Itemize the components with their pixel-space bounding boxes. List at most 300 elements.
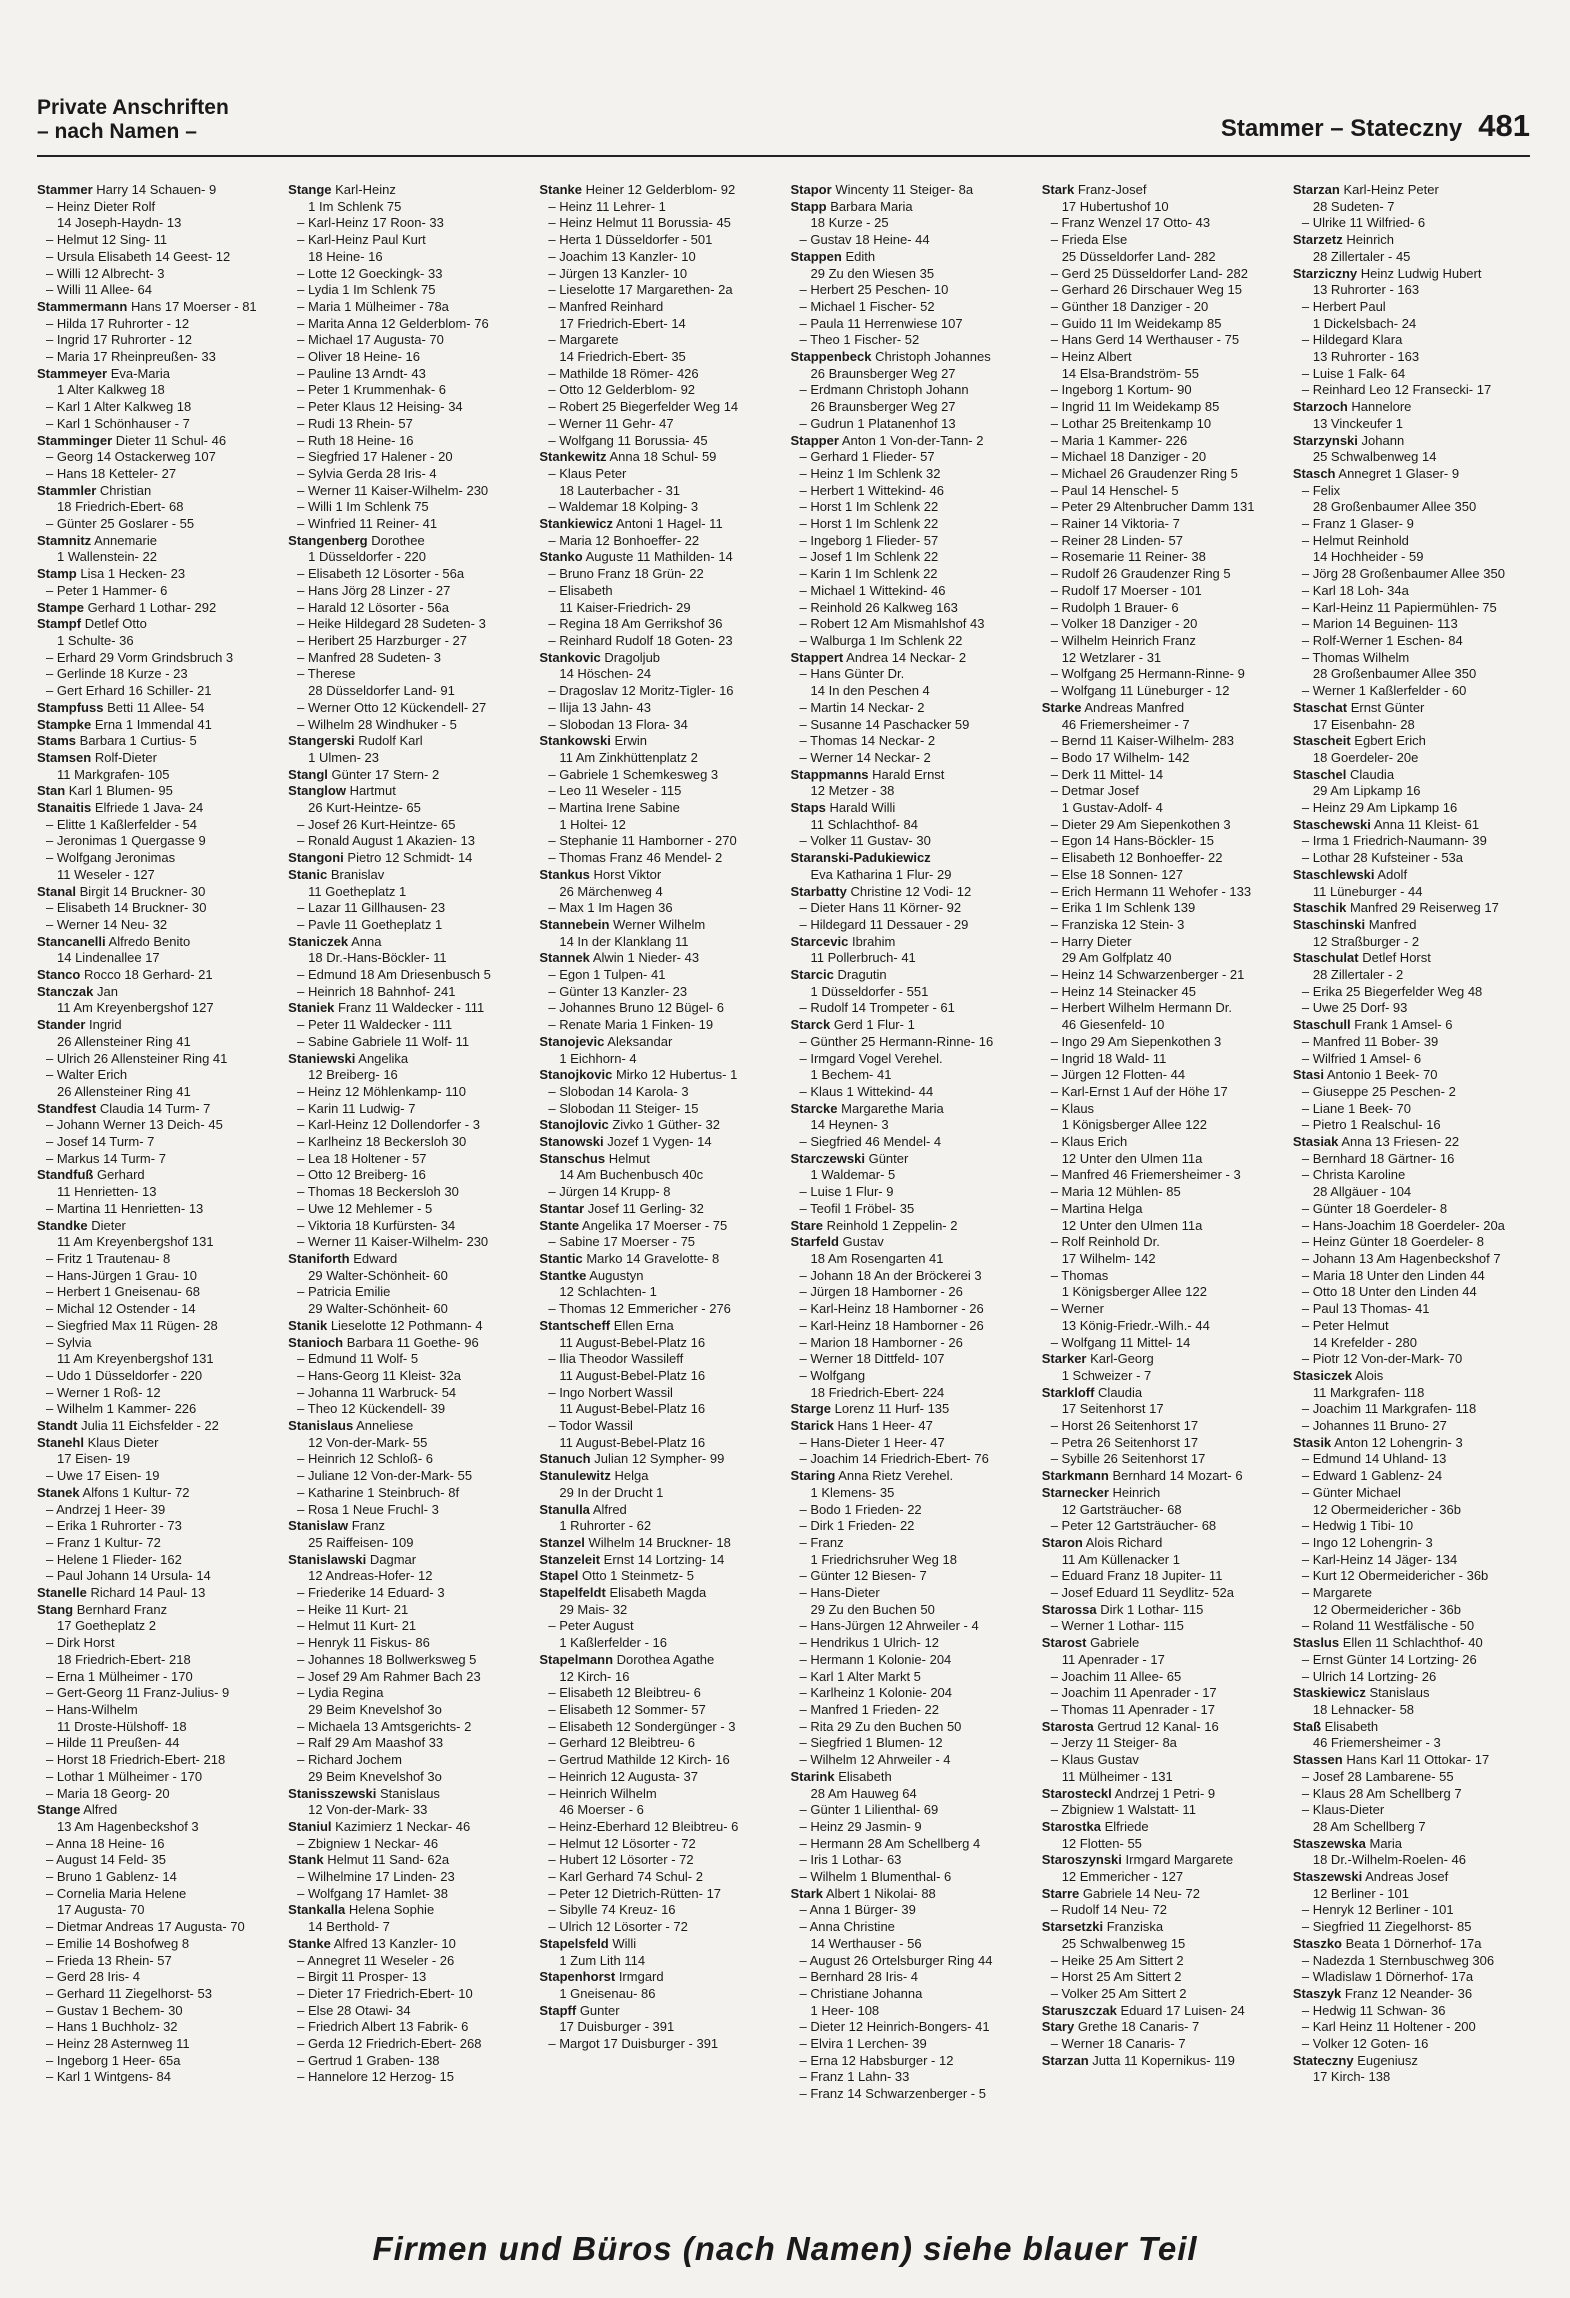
entry-same-surname-line: – Michael 26 Graudenzer Ring 5	[1050, 465, 1238, 481]
entry-continuation-line	[539, 1635, 778, 1652]
entry-surname-line	[791, 1017, 1030, 1034]
surname: Stanal	[37, 883, 77, 899]
entry-details: Sylvia	[56, 1334, 92, 1350]
entry-details: Günter 1 Lilienthal- 69	[810, 1802, 939, 1818]
entry-continuation-line	[288, 249, 527, 266]
entry-details: 1 Eichhorn- 4	[559, 1050, 637, 1066]
surname: Staroszynski	[1041, 1852, 1122, 1868]
entry-details: 11 Goetheplatz 1	[308, 883, 407, 899]
entry-details: 18 Friedrich-Ebert- 218	[57, 1651, 191, 1667]
entry-details: Andrea 14 Neckar- 2	[846, 649, 967, 665]
entry-details: Elisabeth 12 Bleibtreu- 6	[559, 1685, 701, 1701]
entry-details: Reiner 28 Linden- 57	[1061, 532, 1183, 548]
entry-details: Joachim 11 Markgrafen- 118	[1312, 1401, 1477, 1417]
entry-surname-line	[539, 182, 778, 199]
entry-surname-line	[1293, 1869, 1532, 1886]
entry-continuation-line	[288, 750, 527, 767]
entry-continuation-line	[1293, 1702, 1532, 1719]
entry-details: Thomas 18 Beckersloh 30	[307, 1184, 459, 1200]
entry-same-surname-line: – Werner 14 Neckar- 2	[799, 749, 931, 765]
listing-column	[37, 182, 276, 2172]
entry-details: 28 Großenbaumer Allee 350	[1312, 666, 1477, 682]
entry-continuation-line	[791, 1067, 1030, 1084]
entry-surname-line	[539, 1251, 778, 1268]
entry-details: Elfriede 1 Java- 24	[94, 800, 204, 816]
entry-same-surname-line: – Frieda Else	[1050, 232, 1128, 248]
entry-details: 17 Eisen- 19	[57, 1451, 130, 1467]
entry-same-surname-line: – Wilfried 1 Amsel- 6	[1301, 1050, 1422, 1066]
entry-details: Andreas Josef	[1365, 1869, 1449, 1885]
entry-same-surname-line: – Bodo 1 Frieden- 22	[799, 1501, 922, 1517]
entry-continuation-line	[288, 1268, 527, 1285]
entry-continuation-line	[1042, 1368, 1281, 1385]
entry-same-surname-line: – Johannes 18 Bollwerksweg 5	[297, 1651, 477, 1667]
entry-details: Peter 1 Krummenhak- 6	[308, 382, 447, 398]
entry-continuation-line	[288, 1568, 527, 1585]
entry-same-surname-line: – Wilhelmine 17 Linden- 23	[297, 1869, 455, 1885]
entry-details: 14 Friedrich-Ebert- 35	[559, 349, 686, 365]
entry-details: Siegfried 46 Mendel- 4	[810, 1134, 942, 1150]
entry-details: Karl-Heinz Peter	[1343, 182, 1439, 197]
entry-details: Ilia Theodor Wassileff	[559, 1351, 684, 1367]
entry-surname-line	[791, 433, 1030, 450]
entry-details: Hedwig 11 Schwan- 36	[1312, 2002, 1446, 2018]
entry-details: Uwe 17 Eisen- 19	[56, 1468, 160, 1484]
entry-same-surname-line: – Josef 29 Am Rahmer Bach 23	[297, 1668, 481, 1684]
entry-continuation-line	[288, 199, 527, 216]
entry-details: 11 Am Küllenacker 1	[1061, 1551, 1180, 1567]
surname: Staniforth	[288, 1251, 350, 1266]
entry-details: Grethe 18 Canaris- 7	[1077, 2019, 1200, 2035]
listing-column	[288, 182, 527, 2172]
entry-details: Reinhold 26 Kalkweg 163	[810, 599, 958, 615]
entry-details: Thomas 14 Neckar- 2	[810, 733, 936, 749]
entry-continuation-line	[1293, 349, 1532, 366]
entry-same-surname-line: – Karin 1 Im Schlenk 22	[799, 566, 938, 582]
entry-details: Pauline 13 Arndt- 43	[308, 365, 426, 381]
entry-details: Bruno Franz 18 Grün- 22	[559, 566, 704, 582]
entry-same-surname-line: – Werner 1 Lothar- 115	[1050, 1618, 1184, 1634]
entry-details: 12 Obermeidericher - 36b	[1312, 1601, 1461, 1617]
entry-same-surname-line: – Dieter 17 Friedrich-Ebert- 10	[297, 1985, 473, 2001]
entry-same-surname-line: – Elisabeth 12 Sommer- 57	[548, 1701, 706, 1717]
surname: Stangenberg	[288, 532, 368, 548]
entry-same-surname-line: – Heinrich 12 Augusta- 37	[548, 1768, 698, 1784]
entry-same-surname-line: – August 26 Ortelsburger Ring 44	[799, 1952, 993, 1968]
entry-surname-line	[1042, 1919, 1281, 1936]
entry-details: Günther 25 Hermann-Rinne- 16	[810, 1033, 994, 1049]
entry-details: Robert 12 Am Mismahlshof 43	[810, 616, 985, 632]
entry-same-surname-line: – Gert Erhard 16 Schiller- 21	[46, 683, 212, 699]
entry-same-surname-line: – Ilia Theodor Wassileff	[548, 1351, 684, 1367]
entry-details: Dieter 29 Am Siepenkothen 3	[1061, 816, 1231, 832]
entry-details: 17 Hubertushof 10	[1061, 198, 1169, 214]
entry-details: Helmut 11 Kurt- 21	[308, 1618, 417, 1634]
entry-same-surname-line: – Edmund 18 Am Driesenbusch 5	[297, 967, 491, 983]
entry-details: 29 Walter-Schönheit- 60	[308, 1267, 448, 1283]
entry-details: 13 Ruhrorter - 163	[1312, 349, 1420, 365]
entry-same-surname-line: – Egon 1 Tulpen- 41	[548, 967, 666, 983]
surname: Stanislaus	[288, 1418, 354, 1434]
entry-same-surname-line: – Rainer 14 Viktoria- 7	[1050, 516, 1180, 532]
entry-details: Heinz Günter 18 Goerdeler- 8	[1312, 1234, 1484, 1250]
entry-details: 11 Kaiser-Friedrich- 29	[559, 599, 691, 615]
entry-continuation-line	[37, 867, 276, 884]
entry-details: Detlef Otto	[84, 616, 147, 632]
entry-same-surname-line: – Sylvia	[46, 1334, 92, 1350]
entry-surname-line	[539, 516, 778, 533]
entry-same-surname-line: – Uwe 12 Mehlemer - 5	[297, 1200, 433, 1216]
entry-surname-line	[1293, 733, 1532, 750]
entry-details: 26 Braunsberger Weg 27	[810, 365, 956, 381]
entry-surname-line	[1293, 867, 1532, 884]
entry-details: 18 Friedrich-Ebert- 224	[810, 1384, 945, 1400]
entry-same-surname-line: – Lothar 28 Kufsteiner - 53a	[1301, 850, 1464, 866]
entry-same-surname-line: – Henryk 12 Berliner - 101	[1301, 1902, 1454, 1918]
entry-same-surname-line: – Oliver 18 Heine- 16	[297, 349, 421, 365]
entry-details: Egon 14 Hans-Böckler- 15	[1061, 833, 1215, 849]
entry-details: 12 Gartsträucher- 68	[1061, 1501, 1182, 1517]
entry-details: Josef 14 Turm- 7	[56, 1134, 155, 1150]
entry-continuation-line	[288, 1067, 527, 1084]
surname: Stankovic	[539, 649, 601, 665]
entry-continuation-line	[288, 1301, 527, 1318]
entry-same-surname-line: – Sabine Gabriele 11 Wolf- 11	[297, 1033, 470, 1049]
entry-continuation-line	[539, 1802, 778, 1819]
entry-details: Franz 1 Lahn- 33	[810, 2069, 910, 2085]
entry-continuation-line	[1042, 249, 1281, 266]
surname: Staslus	[1292, 1635, 1340, 1651]
entry-details: Margarete	[1312, 1585, 1372, 1601]
surname: Staruszczak	[1041, 2002, 1117, 2018]
entry-same-surname-line: – Heinrich Wilhelm	[548, 1785, 657, 1801]
surname: Stange	[37, 1802, 81, 1818]
entry-details: Petra 26 Seitenhorst 17	[1061, 1434, 1199, 1450]
entry-same-surname-line: – Elisabeth 14 Bruckner- 30	[46, 900, 207, 916]
entry-same-surname-line: – Elisabeth 12 Lösorter - 56a	[297, 566, 465, 582]
entry-same-surname-line: – Siegfried Max 11 Rügen- 28	[46, 1317, 218, 1333]
entry-details: Uwe 25 Dorf- 93	[1312, 1000, 1408, 1016]
entry-surname-line	[791, 349, 1030, 366]
entry-details: Dirk Horst	[56, 1635, 115, 1651]
entry-same-surname-line: – Willi 12 Albrecht- 3	[46, 265, 165, 281]
entry-continuation-line	[37, 950, 276, 967]
entry-same-surname-line: – Ruth 18 Heine- 16	[297, 432, 414, 448]
entry-surname-line	[37, 800, 276, 817]
entry-surname-line	[791, 1769, 1030, 1786]
entry-same-surname-line: – Giuseppe 25 Peschen- 2	[1301, 1083, 1456, 1099]
entry-details: Günter 13 Kanzler- 23	[559, 983, 688, 999]
entry-details: 29 Walter-Schönheit- 60	[308, 1301, 448, 1317]
entry-details: Ulrich 26 Allensteiner Ring 41	[56, 1050, 228, 1066]
entry-details: Peter 12 Gartsträucher- 68	[1061, 1518, 1217, 1534]
entry-details: Helga	[614, 1468, 649, 1484]
entry-same-surname-line: – Werner 1 Roß- 12	[46, 1384, 161, 1400]
entry-same-surname-line: – Jürgen 18 Hamborner - 26	[799, 1284, 963, 1300]
entry-same-surname-line: – Paula 11 Herrenwiese 107	[799, 315, 963, 331]
entry-details: Wilhelm Heinrich Franz	[1061, 632, 1196, 648]
entry-surname-line	[791, 934, 1030, 951]
entry-details: Gunter	[579, 2002, 620, 2018]
entry-same-surname-line: – Ingrid 11 Im Weidekamp 85	[1050, 399, 1220, 415]
entry-details: Markus 14 Turm- 7	[56, 1150, 166, 1166]
entry-continuation-line	[288, 549, 527, 566]
entry-details: Ellen Erna	[613, 1317, 674, 1333]
entry-details: Dietmar Andreas 17 Augusta- 70	[56, 1919, 245, 1935]
entry-details: Adolf	[1377, 866, 1408, 882]
entry-same-surname-line: – Heinz 11 Lehrer- 1	[548, 198, 666, 214]
entry-same-surname-line: – Manfred Reinhard	[548, 298, 664, 314]
entry-details: 46 Moerser - 6	[559, 1802, 644, 1818]
entry-same-surname-line: – Heinz 12 Möhlenkamp- 110	[297, 1083, 467, 1099]
entry-details: Henryk 12 Berliner - 101	[1312, 1902, 1454, 1918]
entry-details: Else 18 Sonnen- 127	[1061, 866, 1183, 882]
entry-surname-line	[37, 1101, 276, 1118]
entry-details: Hermann 1 Kolonie- 204	[810, 1651, 952, 1667]
entry-same-surname-line: – Peter 12 Dietrich-Rütten- 17	[548, 1885, 722, 1901]
entry-same-surname-line: – Jörg 28 Großenbaumer Allee 350	[1301, 566, 1505, 582]
entry-same-surname-line: – Gerhard 26 Dirschauer Weg 15	[1050, 282, 1242, 298]
entry-surname-line	[539, 917, 778, 934]
entry-details: Annemarie	[94, 532, 157, 548]
entry-details: Otto 1 Steinmetz- 5	[581, 1568, 694, 1584]
entry-surname-line	[1042, 1351, 1281, 1368]
entry-details: Jürgen 14 Krupp- 8	[559, 1184, 671, 1200]
entry-continuation-line	[37, 1819, 276, 1836]
entry-details: Rosa 1 Neue Fruchl- 3	[308, 1501, 439, 1517]
surname: Stancanelli	[37, 933, 106, 949]
entry-details: Bernhard 14 Mozart- 6	[1112, 1468, 1243, 1484]
entry-details: 28 Allgäuer - 104	[1312, 1184, 1412, 1200]
entry-same-surname-line: – Georg 14 Ostackerweg 107	[46, 449, 216, 465]
entry-same-surname-line: – Werner 11 Kaiser-Wilhelm- 230	[297, 482, 489, 498]
entry-surname-line	[288, 850, 527, 867]
entry-same-surname-line: – Annegret 11 Weseler - 26	[297, 1952, 455, 1968]
entry-details: Stanislaus	[379, 1785, 440, 1801]
entry-continuation-line	[791, 817, 1030, 834]
entry-same-surname-line: – Franz Wenzel 17 Otto- 43	[1050, 215, 1211, 231]
entry-details: Walter Erich	[56, 1067, 128, 1083]
entry-details: Franz 1 Glaser- 9	[1312, 516, 1414, 532]
entry-details: Erika 1 Im Schlenk 139	[1061, 900, 1196, 916]
entry-same-surname-line: – Anna 18 Heine- 16	[46, 1835, 165, 1851]
surname: Starzan	[1041, 2052, 1089, 2068]
entry-details: Ingeborg 1 Kortum- 90	[1061, 382, 1192, 398]
entry-details: Volker 12 Goten- 16	[1312, 2036, 1429, 2052]
entry-details: Martina Irene Sabine	[559, 800, 680, 816]
surname: Stammer	[37, 182, 93, 197]
entry-surname-line	[37, 483, 276, 500]
entry-details: Sibylle 74 Kreuz- 16	[559, 1902, 676, 1918]
entry-continuation-line	[288, 1919, 527, 1936]
entry-details: Franz 14 Schwarzenberger - 5	[810, 2086, 986, 2102]
entry-same-surname-line: – Herta 1 Düsseldorfer - 501	[548, 232, 713, 248]
entry-same-surname-line: – Wilhelm 12 Ahrweiler - 4	[799, 1752, 951, 1768]
entry-details: Margarethe Maria	[841, 1100, 944, 1116]
entry-details: Anneliese	[356, 1418, 414, 1434]
entry-details: Michaela 13 Amtsgerichts- 2	[308, 1718, 472, 1734]
entry-continuation-line	[37, 767, 276, 784]
entry-details: Gerda 12 Friedrich-Ebert- 268	[308, 2036, 482, 2052]
page-header-right	[1221, 108, 1530, 144]
entry-details: 13 Am Hagenbeckshof 3	[57, 1818, 199, 1834]
entry-details: August 26 Ortelsburger Ring 44	[809, 1952, 993, 1968]
entry-details: Bodo 17 Wilhelm- 142	[1061, 749, 1190, 765]
entry-continuation-line	[1293, 717, 1532, 734]
entry-surname-line	[791, 967, 1030, 984]
entry-same-surname-line: – Margarete	[548, 332, 619, 348]
entry-same-surname-line: – Lydia Regina	[297, 1685, 384, 1701]
entry-same-surname-line: – Heribert 25 Harzburger - 27	[297, 632, 467, 648]
surname: Stante	[539, 1217, 580, 1233]
entry-details: 17 Augusta- 70	[57, 1902, 145, 1918]
surname: Starnecker	[1041, 1484, 1109, 1500]
entry-details: Wolfgang 11 Mittel- 14	[1061, 1334, 1191, 1350]
surname: Stannek	[539, 950, 590, 966]
entry-details: 25 Raiffeisen- 109	[308, 1534, 414, 1550]
entry-same-surname-line: – Elisabeth	[548, 582, 613, 598]
entry-details: Egbert Erich	[1354, 733, 1426, 749]
entry-same-surname-line: – Johannes 11 Bruno- 27	[1301, 1418, 1447, 1434]
surname: Stange	[288, 182, 332, 197]
entry-surname-line	[539, 650, 778, 667]
entry-details: Helmut Reinhold	[1312, 532, 1409, 548]
entry-same-surname-line: – Hermann 28 Am Schellberg 4	[799, 1835, 981, 1851]
entry-same-surname-line: – Slobodan 11 Steiger- 15	[548, 1100, 699, 1116]
entry-details: Richard Jochem	[308, 1752, 402, 1768]
surname: Stare	[790, 1217, 824, 1233]
entry-details: 13 König-Friedr.-Wilh.- 44	[1061, 1317, 1210, 1333]
entry-details: Eduard Franz 18 Jupiter- 11	[1061, 1568, 1223, 1584]
entry-continuation-line	[37, 1451, 276, 1468]
entry-details: Ingrid 17 Ruhrorter - 12	[56, 332, 192, 348]
entry-details: 14 Krefelder - 280	[1312, 1334, 1417, 1350]
entry-same-surname-line: – Franz 14 Schwarzenberger - 5	[799, 2086, 986, 2102]
entry-same-surname-line: – Herbert 1 Gneisenau- 68	[46, 1284, 200, 1300]
entry-continuation-line	[1293, 316, 1532, 333]
section-title-line2: – nach Namen –	[37, 120, 197, 143]
entry-details: Wolfgang 11 Lüneburger - 12	[1061, 683, 1230, 699]
entry-details: Bruno 1 Gablenz- 14	[56, 1869, 177, 1885]
entry-details: Gerhard 1 Flieder- 57	[810, 449, 935, 465]
entry-surname-line	[791, 1401, 1030, 1418]
entry-same-surname-line: – Erika 1 Im Schlenk 139	[1050, 900, 1196, 916]
entry-surname-line	[1042, 1635, 1281, 1652]
entry-same-surname-line: – Hans-Dieter 1 Heer- 47	[799, 1434, 945, 1450]
entry-details: Johann 13 Am Hagenbeckshof 7	[1312, 1251, 1501, 1266]
entry-same-surname-line: – Heinrich 12 Schloß- 6	[297, 1451, 434, 1467]
surname: Stapor	[790, 182, 832, 197]
entry-surname-line	[791, 1151, 1030, 1168]
entry-same-surname-line: – Reinhold 26 Kalkweg 163	[799, 599, 958, 615]
entry-same-surname-line: – Christa Karoline	[1301, 1167, 1406, 1183]
entry-details: Ulrike 11 Wilfried- 6	[1312, 215, 1426, 231]
entry-details: Helmut	[608, 1150, 650, 1166]
entry-same-surname-line: – Peter 11 Waldecker - 111	[297, 1017, 453, 1033]
entry-continuation-line	[1293, 1502, 1532, 1519]
entry-details: Lisa 1 Hecken- 23	[80, 566, 186, 582]
entry-surname-line	[1042, 2019, 1281, 2036]
entry-details: Lotte 12 Goeckingk- 33	[308, 265, 443, 281]
section-title	[37, 96, 229, 144]
entry-surname-line	[1042, 1385, 1281, 1402]
entry-same-surname-line: – Piotr 12 Von-der-Mark- 70	[1301, 1351, 1463, 1367]
entry-same-surname-line: – Therese	[297, 666, 356, 682]
entry-same-surname-line: – Heinz 29 Am Lipkamp 16	[1301, 800, 1458, 816]
entry-surname-line	[1293, 399, 1532, 416]
entry-details: Wilhelm 1 Blumenthal- 6	[810, 1869, 952, 1885]
surname: Staschull	[1292, 1017, 1351, 1033]
entry-same-surname-line: – Ingo Norbert Wassil	[548, 1384, 673, 1400]
entry-surname-line	[1042, 1535, 1281, 1552]
entry-same-surname-line: – Karl-Ernst 1 Auf der Höhe 17	[1050, 1083, 1228, 1099]
entry-details: Luise 1 Falk- 64	[1312, 365, 1406, 381]
entry-details: Hans-Dieter 1 Heer- 47	[810, 1434, 945, 1450]
entry-details: Walburga 1 Im Schlenk 22	[810, 632, 963, 648]
entry-details: Detmar Josef	[1061, 783, 1139, 799]
entry-same-surname-line: – Luise 1 Flur- 9	[799, 1184, 894, 1200]
entry-details: Hannelore	[1351, 399, 1412, 415]
entry-same-surname-line: – Gustav 18 Heine- 44	[799, 232, 930, 248]
entry-details: 11 Am Zinkhüttenplatz 2	[559, 749, 698, 765]
entry-details: Sylvia Gerda 28 Iris- 4	[308, 465, 437, 481]
surname: Starker	[1041, 1351, 1087, 1367]
entry-continuation-line	[791, 683, 1030, 700]
entry-details: Rudolph 1 Brauer- 6	[1061, 599, 1179, 615]
entry-same-surname-line: – Hans-Georg 11 Kleist- 32a	[297, 1367, 461, 1383]
entry-details: Heinz 14 Steinacker 45	[1061, 983, 1196, 999]
entry-same-surname-line: – Wilhelm 28 Windhuker - 5	[297, 716, 457, 732]
entry-details: Lazar 11 Gillhausen- 23	[308, 900, 446, 916]
entry-continuation-line	[37, 1184, 276, 1201]
entry-details: Teofil 1 Fröbel- 35	[810, 1200, 915, 1216]
entry-details: 1 Schulte- 36	[57, 632, 134, 648]
surname: Stanojkovic	[539, 1067, 613, 1083]
surname: Starfeld	[790, 1234, 839, 1250]
entry-details: Hilde 11 Preußen- 44	[56, 1735, 180, 1751]
entry-same-surname-line: – Gertrud Mathilde 12 Kirch- 16	[548, 1752, 730, 1768]
entry-details: 26 Märchenweg 4	[559, 883, 663, 899]
entry-same-surname-line: – Volker 18 Danziger - 20	[1050, 616, 1198, 632]
entry-same-surname-line: – Ulrich 12 Lösorter - 72	[548, 1919, 688, 1935]
entry-details: Jörg 28 Großenbaumer Allee 350	[1312, 566, 1505, 582]
entry-same-surname-line: – Lazar 11 Gillhausen- 23	[297, 900, 446, 916]
entry-same-surname-line: – Manfred 1 Frieden- 22	[799, 1701, 939, 1717]
entry-details: Antonio 1 Beek- 70	[1326, 1067, 1438, 1083]
surname: Stantscheff	[539, 1317, 611, 1333]
entry-details: Augustyn	[589, 1267, 644, 1283]
entry-details: Josef 26 Kurt-Heintze- 65	[308, 816, 456, 832]
entry-details: Ursula Elisabeth 14 Geest- 12	[56, 248, 231, 264]
entry-same-surname-line: – Jürgen 12 Flotten- 44	[1050, 1067, 1186, 1083]
entry-details: Werner 1 Lothar- 115	[1061, 1618, 1184, 1634]
entry-details: 29 Beim Knevelshof 3o	[308, 1768, 442, 1784]
entry-same-surname-line: – Ingeborg 1 Flieder- 57	[799, 532, 939, 548]
entry-details: Dieter	[91, 1217, 126, 1233]
entry-surname-line	[37, 884, 276, 901]
entry-details: Robert 25 Biegerfelder Weg 14	[559, 399, 739, 415]
entry-details: Cornelia Maria Helene	[56, 1885, 187, 1901]
entry-details: Horst 18 Friedrich-Ebert- 218	[56, 1752, 226, 1768]
entry-details: Viktoria 18 Kurfürsten- 34	[308, 1217, 456, 1233]
entry-details: Fritz 1 Trautenau- 8	[56, 1251, 171, 1266]
entry-same-surname-line: – Maria 12 Mühlen- 85	[1050, 1184, 1181, 1200]
surname: Staschat	[1292, 699, 1348, 715]
entry-continuation-line	[288, 950, 527, 967]
entry-same-surname-line: – Hedwig 1 Tibi- 10	[1301, 1518, 1414, 1534]
entry-details: Franz-Josef	[1077, 182, 1147, 197]
surname: Stark	[1041, 182, 1075, 197]
